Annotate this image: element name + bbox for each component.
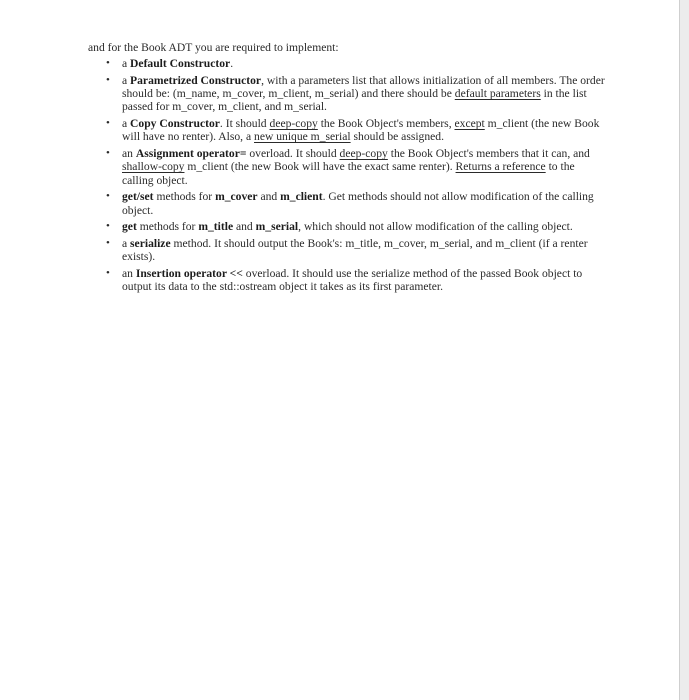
underlined-deep-copy: deep-copy	[269, 117, 318, 131]
term-serialize: serialize	[130, 237, 171, 251]
underlined-returns-reference: Returns a reference	[455, 160, 546, 174]
list-item-assignment-operator: • an Assignment operator= overload. It should deep-copy the Book Object's members that it can, and shallow-copy m_client (the new Book will have the exact same renter). Returns a reference to the calling object.	[106, 147, 590, 187]
term-m-title: m_title	[198, 220, 234, 234]
underlined-deep-copy: deep-copy	[339, 147, 388, 161]
bullet-icon: •	[106, 220, 110, 233]
term-m-cover: m_cover	[215, 190, 258, 204]
intro-text: and for the Book ADT you are required to implement:	[88, 41, 339, 54]
bullet-icon: •	[106, 57, 110, 70]
underlined-shallow-copy: shallow-copy	[122, 160, 185, 174]
term-default-constructor: Default Constructor	[130, 57, 231, 71]
term-get: get	[122, 220, 137, 234]
bullet-icon: •	[106, 74, 110, 86]
bullet-icon: •	[106, 190, 110, 203]
list-item-get-methods: • get methods for m_title and m_serial, which should not allow modification of the calling object.	[106, 220, 573, 234]
bullet-icon: •	[106, 267, 110, 280]
requirements-list	[88, 57, 608, 293]
term-m-client: m_client	[280, 190, 323, 204]
document-content	[88, 41, 608, 297]
list-item-parametrized-constructor: • a Parametrized Constructor, with a parameters list that allows initialization of all members. The order should be: (m_name, m_cover, m_client, m_serial) and there should be default parameters in the list passed for m_cover, m_client, and m_serial.	[106, 74, 605, 114]
list-item-default-constructor: • a Default Constructor.	[106, 57, 234, 71]
term-parametrized-constructor: Parametrized Constructor	[130, 74, 262, 87]
list-item-insertion-operator: • an Insertion operator << overload. It should use the serialize method of the passed Book object to output its data to the std::ostream object it takes as its first parameter.	[106, 267, 583, 294]
bullet-icon: •	[106, 117, 110, 130]
term-insertion-operator: Insertion operator <<	[135, 267, 243, 281]
bullet-icon: •	[106, 237, 110, 250]
underlined-default-parameters: default parameters	[454, 87, 541, 101]
list-item-serialize: • a serialize method. It should output the Book's: m_title, m_cover, m_serial, and m_client (if a renter exists).	[106, 237, 588, 264]
list-item-copy-constructor: • a Copy Constructor. It should deep-copy the Book Object's members, except m_client (the new Book will have no renter). Also, a new unique m_serial should be assigned.	[106, 117, 600, 144]
term-assignment-operator: Assignment operator=	[135, 147, 247, 161]
term-get-set: get/set	[122, 190, 154, 204]
term-copy-constructor: Copy Constructor	[130, 117, 220, 131]
term-m-serial: m_serial	[255, 220, 299, 234]
underlined-except: except	[454, 117, 485, 131]
list-item-get-set-methods: • get/set methods for m_cover and m_client. Get methods should not allow modification of the calling object.	[106, 190, 594, 217]
underlined-new-unique-serial: new unique m_serial	[254, 130, 351, 144]
bullet-icon: •	[106, 147, 110, 160]
page-edge	[680, 0, 689, 700]
